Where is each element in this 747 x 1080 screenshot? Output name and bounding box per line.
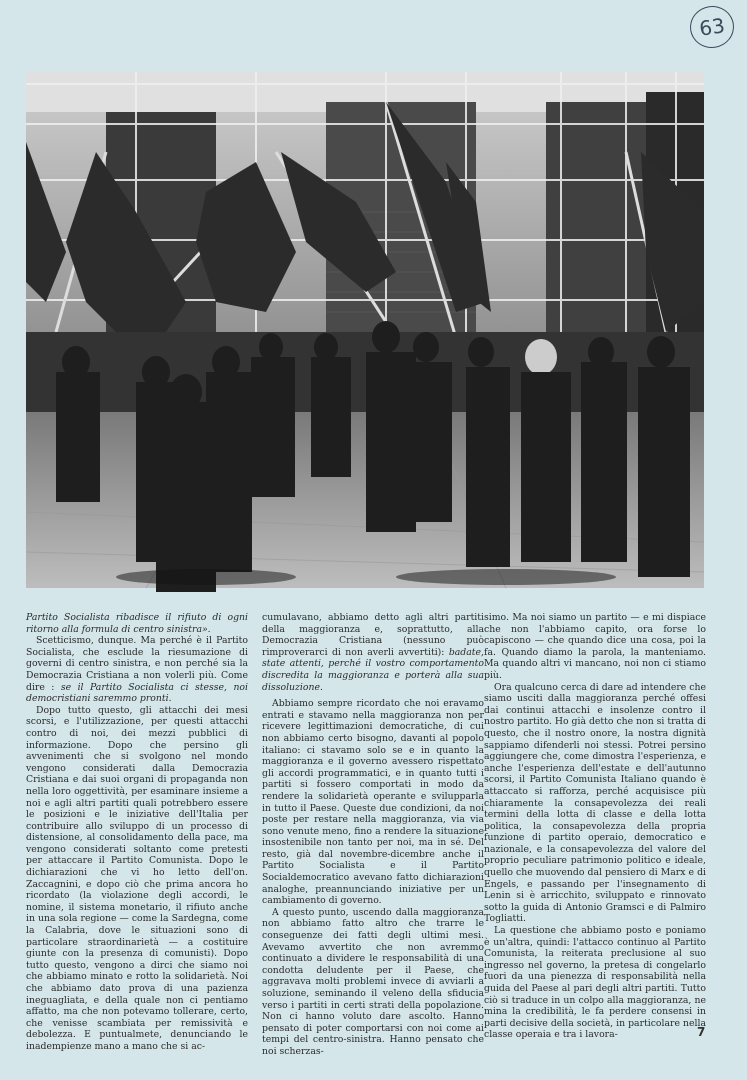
paragraph: A questo punto, uscendo dalla maggioranza non abbiamo fatto altro che trarre le conseguenze dei fatti degli ultimi mesi. Avevamo avvertito che non avremmo continuato a dividere le responsabilità di una condotta deludente per il Paese, che aggravava molti problemi invece di avviarli a soluzione, seminando il veleno della sfiducia verso i partiti in certi strati della popolazione. Non ci hanno voluto dare ascolto. Hanno pensato di poter comportarsi con noi come ai tempi del centro-sinistra. Hanno pensato che noi scherzas-: [262, 906, 484, 1057]
paragraph: Partito Socialista ribadisce il rifiuto di ogni ritorno alla formula di centro sinistra».: [26, 612, 248, 635]
paragraph: La questione che abbiamo posto e poniamo è un'altra, quindi: l'attacco continuo al Partito Comunista, la reiterata preclusione al suo ingresso nel governo, la pretesa di congelarlo fuori da una pienezza di responsabilità nella guida del Paese al pari degli altri partiti. Tutto ciò si traduce in un colpo alla maggioranza, ne mina la credibilità, le fa perdere consensi in parti decisive della società, in particolare nella classe operaia e tra i lavora-: [484, 925, 706, 1041]
photo-illustration: [26, 72, 704, 588]
page-number: 7: [697, 1025, 706, 1039]
column-1: [26, 612, 248, 1052]
paragraph: Abbiamo sempre ricordato che noi eravamo entrati e stavamo nella maggioranza non per ricevere legittimazioni democratiche, di cui non abbiamo certo bisogno, davanti al popolo italiano: ci stavamo solo se e in quanto la maggioranza e il governo avessero rispettato gli accordi programmatici, e in quanto tutti i partiti si fossero comportati in modo da rendere la solidarietà operante e svilupparla in tutto il Paese. Queste due condizioni, da noi poste per restare nella maggioranza, via via sono venute meno, fino a rendere la situazione insostenibile non tanto per noi, ma in sé. Del resto, già dal novembre-dicembre anche il Partito Socialista e il Partito Socialdemocratico avevano fatto dichiarazioni analoghe, preannunciando iniziative per un cambiamento di governo.: [262, 698, 484, 907]
column-3: [484, 612, 706, 1041]
paragraph: Scetticismo, dunque. Ma perché è il Partito Socialista, che esclude la riesumazione di governi di centro sinistra, e non perché sia la Democrazia Cristiana a non volerli più. Come dire : se il Partito Socialista ci stesse, noi democristiani saremmo pronti.: [26, 635, 248, 705]
column-2: [262, 612, 484, 1057]
handwritten-page-number: 63: [687, 3, 736, 51]
paragraph: cumulavano, abbiamo detto agli altri partiti della maggioranza e, soprattutto, alla Democrazia Cristiana (nessuno può rimproverarci di non averli avvertiti): badate, state attenti, perché il vostro comportamento discredita la maggioranza e porterà alla sua dissoluzione.: [262, 612, 484, 693]
paragraph: Dopo tutto questo, gli attacchi dei mesi scorsi, e l'utilizzazione, per questi attacchi contro di noi, dei mezzi pubblici di informazione. Dopo che persino gli avvenimenti che si svolgono nel mondo vengono considerati dalla Democrazia Cristiana e dai suoi organi di propaganda non nella loro oggettività, per esaminare insieme a noi e agli altri partiti quali potrebbero essere le posizioni e le iniziative dell'Italia per contribuire allo sviluppo di un processo di distensione, al consolidamento della pace, ma vengono considerati soltanto come pretesti per attaccare il Partito Comunista. Dopo le dichiarazioni che vi ho letto dell'on. Zaccagnini, e dopo ciò che prima ancora ho ricordato (la violazione degli accordi, le nomine, il sistema monetario, il rifiuto anche in una sola regione — come la Sardegna, come la Calabria, dove le situazioni sono di particolare straordinarietà — a costituire giunte con la presenza di comunisti). Dopo tutto questo, vengono a dirci che siamo noi che abbiamo minato e rotto la solidarietà. Noi che abbiamo dato prova di una pazienza ineguagliata, e della quale non ci pentiamo affatto, ma che non potevamo tollerare, certo, che venisse scambiata per remissività e debolezza. E puntualmete, denunciando le inadempienze mano a mano che si ac-: [26, 704, 248, 1052]
demonstration-photo: [26, 72, 704, 588]
paragraph: simo. Ma noi siamo un partito — e mi dispiace che non l'abbiamo capito, ora forse lo capiscono — che quando dice una cosa, poi la fa. Quando diamo la parola, la manteniamo. Ma quando altri vi mancano, noi non ci stiamo più.: [484, 612, 706, 681]
paragraph: Ora qualcuno cerca di dare ad intendere che siamo usciti dalla maggioranza perché offesi dai continui attacchi e insolenze contro il nostro partito. Ho già detto che non si tratta di questo, che il nostro onore, la nostra dignità sappiamo difenderli noi stessi. Potrei persino aggiungere che, come dimostra l'esperienza, e anche l'esperienza dell'estate e dell'autunno scorsi, il Partito Comunista Italiano quando è attaccato si rafforza, perché acquisisce più chiaramente la consapevolezza dei reali termini della lotta di classe e della lotta politica, la consapevolezza della propria funzione di partito operaio, democratico e nazionale, e la consapevolezza del valore del proprio peculiare patrimonio politico e ideale, quello che muovendo dal pensiero di Marx e di Engels, e passando per l'insegnamento di Lenin si è arricchito, sviluppato e rinnovato sotto la guida di Antonio Gramsci e di Palmiro Togliatti.: [484, 681, 706, 925]
article-columns: [26, 612, 706, 1057]
